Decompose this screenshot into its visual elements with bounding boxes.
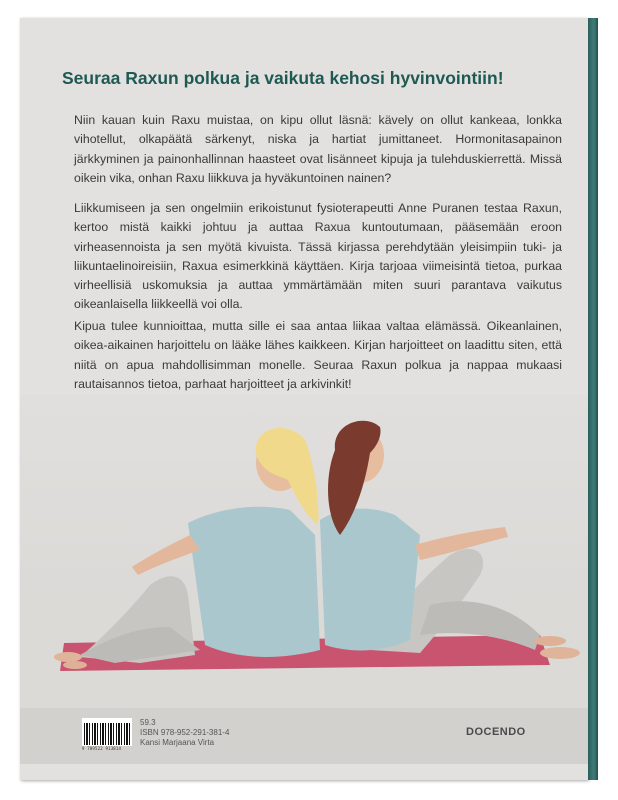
barcode-number: 9 789522 913814 <box>82 746 122 751</box>
isbn-barcode <box>82 718 132 746</box>
classification-code: 59.3 <box>140 718 156 727</box>
publisher-logo: DOCENDO <box>466 726 526 738</box>
isbn-text: ISBN 978-952-291-381-4 <box>140 728 230 737</box>
cover-credit: Kansi Marjaana Virta <box>140 738 215 747</box>
blurb-paragraph-1: Niin kauan kuin Raxu muistaa, on kipu ollut läsnä: kävely on ollut kankeaa, lonkka vihotellut, olkapäätä särkenyt, niska ja hartiat jumittaneet. Hormonitasapainon järkkyminen ja painonhallinnan haasteet ovat lisänneet kipuja ja tulehduskierrettä. Missä oikein vika, onhan Raxu liikkuva ja hyväkuntoinen nainen? <box>74 113 562 185</box>
blurb-paragraph-2: Liikkumiseen ja sen ongelmiin erikoistunut fysioterapeutti Anne Puranen testaa Raxun, kertoo mistä kaikki johtuu ja auttaa Raxua kuntoutumaan, pääsemään eroon virheasennoista ja sen myötä kivuista. Tässä kirjassa perehdytään yleisimpiin tuki- ja liikuntaelinoireisiin, Raxua esimerkkinä käyttäen. Kirja tarjoaa viimeisintä tietoa, purkaa virheellisiä uskomuksia ja auttaa ymmärtämään miten suuri parantava vaikutus oikeanlaisella liikkeellä voi olla. <box>74 201 562 312</box>
cover-photo-two-women-sitting <box>20 395 588 710</box>
blurb-paragraph-3: Kipua tulee kunnioittaa, mutta sille ei saa antaa liikaa valtaa elämässä. Oikeanlainen, oikea-aikainen harjoittelu on lääke lähes kaikkeen. Kirjan harjoitteet on laadittu siten, että niitä on apua mahdollisimman monelle. Seuraa Raxun polkua ja nappaa mukaasi rautaisannos tietoa, parhaat harjoitteet ja arkivinkit! <box>74 319 562 391</box>
book-spine-edge <box>588 18 598 780</box>
cover-heading: Seuraa Raxun polkua ja vaikuta kehosi hyvinvointiin! <box>62 68 504 88</box>
